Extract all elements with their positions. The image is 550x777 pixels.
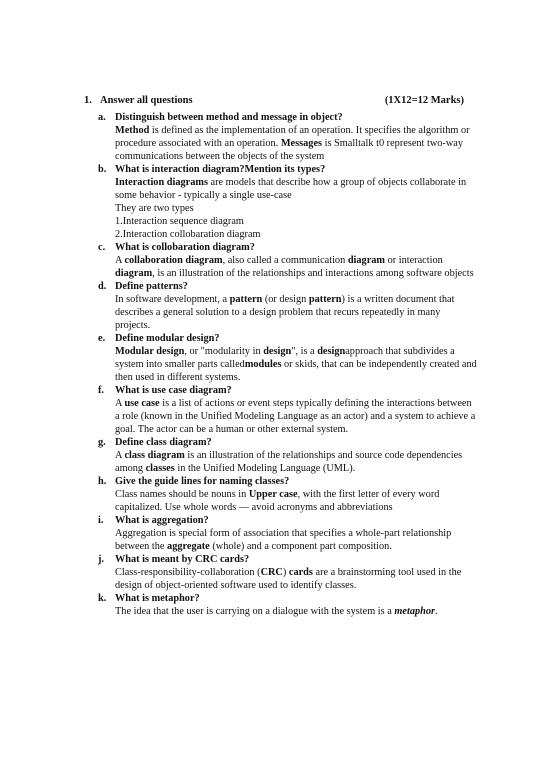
question-item	[98, 475, 478, 514]
answer-text	[98, 254, 478, 280]
answer-text	[98, 449, 478, 475]
answer-text	[98, 345, 478, 384]
answer-run: Class names should be nouns in	[115, 489, 249, 500]
answer-run: or interaction	[385, 255, 443, 266]
section-title: Answer all questions	[100, 95, 193, 106]
question-item	[98, 553, 478, 592]
question-item	[98, 111, 478, 163]
answer-text	[98, 605, 478, 618]
answer-run: A	[115, 255, 125, 266]
question-letter: b.	[98, 164, 107, 175]
question-title: What is metaphor?	[115, 593, 200, 604]
answer-term: class diagram	[124, 450, 185, 461]
answer-term: classes	[145, 463, 175, 474]
answer-run: ", is a	[291, 346, 318, 357]
answer-paragraph	[115, 293, 478, 332]
question-letter: a.	[98, 112, 106, 123]
answer-run: A	[115, 398, 125, 409]
answer-term: Messages	[280, 138, 323, 149]
question-item	[98, 384, 478, 436]
answer-run: are models that describe how a group of objects collaborate in some behavior - typically a single use-case	[115, 177, 467, 201]
answer-run: , with the first letter of every word capitalized. Use whole words — avoid acronyms and abbreviations	[115, 489, 440, 513]
question-title: What is meant by CRC cards?	[115, 554, 250, 565]
answer-term: Interaction diagrams	[115, 177, 208, 188]
answer-run: Aggregation is special form of association that specifies a whole-part relationship between the	[115, 528, 452, 552]
answer-text	[98, 293, 478, 332]
answer-term: Modular design	[115, 346, 185, 357]
answer-term: aggregate	[167, 541, 210, 552]
answer-run: , also called a communication	[222, 255, 348, 266]
answer-text	[98, 566, 478, 592]
answer-run: (or design	[262, 294, 309, 305]
answer-run: is an illustration of the relationships and source code dependencies among	[115, 450, 463, 474]
answer-paragraph	[115, 449, 478, 475]
answer-run: or skids, that can be independently created and then used in different systems.	[115, 359, 477, 383]
answer-run: The idea that the user is carrying on a dialogue with the system is a	[115, 606, 395, 617]
question-item	[98, 241, 478, 280]
answer-run: 2.Interaction collobaration diagram	[115, 229, 261, 240]
answer-run: in the Unified Modeling Language (UML).	[174, 463, 356, 474]
question-letter: f.	[98, 385, 105, 396]
answer-paragraph	[115, 397, 478, 436]
answer-run: ) is a written document that describes a general solution to a design problem that recurs repeatedly in many projects.	[115, 294, 455, 331]
answer-paragraph	[115, 345, 478, 384]
answer-term: design	[263, 346, 292, 357]
answer-run: is a list of actions or event steps typically defining the interactions between a role (known in the Unified Modeling Language as an actor) and a system to achieve a goal. The actor can be a human or other external system.	[115, 398, 476, 435]
section-number: 1.	[84, 95, 92, 106]
question-list	[98, 111, 478, 618]
question-letter: j.	[98, 554, 105, 565]
answer-run: is Smalltalk t0 represent two-way communications between the objects of the system	[115, 138, 464, 162]
question-item	[98, 514, 478, 553]
answer-term: use case	[124, 398, 160, 409]
question-title: What is collobaration diagram?	[115, 242, 255, 253]
answer-term: Method	[115, 125, 150, 136]
answer-text	[98, 397, 478, 436]
answer-term: metaphor	[394, 606, 435, 617]
answer-run: A	[115, 450, 125, 461]
answer-term: diagram	[115, 268, 153, 279]
question-item	[98, 436, 478, 475]
answer-term: CRC	[260, 567, 283, 578]
question-title: What is aggregation?	[115, 515, 209, 526]
question-title: What is interaction diagram?Mention its types?	[115, 164, 326, 175]
answer-text	[98, 124, 478, 163]
answer-run: Class-responsibility-collaboration (	[115, 567, 261, 578]
question-title: Define patterns?	[115, 281, 188, 292]
answer-run: .	[435, 606, 438, 617]
question-letter: e.	[98, 333, 106, 344]
answer-run: approach that subdivides a system into smaller parts called	[115, 346, 455, 370]
section-heading	[84, 94, 464, 108]
answer-term: modules	[244, 359, 282, 370]
question-title: Distinguish between method and message in object?	[115, 112, 343, 123]
answer-paragraph	[115, 228, 478, 241]
question-letter: g.	[98, 437, 106, 448]
answer-term: pattern	[229, 294, 263, 305]
question-letter: k.	[98, 593, 107, 604]
question-letter: d.	[98, 281, 107, 292]
answer-paragraph	[115, 488, 478, 514]
answer-paragraph	[115, 566, 478, 592]
answer-run: )	[282, 567, 289, 578]
answer-term: collaboration diagram	[124, 255, 223, 266]
answer-term: design	[317, 346, 346, 357]
question-item	[98, 332, 478, 384]
question-letter: c.	[98, 242, 106, 253]
question-title: Define modular design?	[115, 333, 220, 344]
answer-paragraph	[115, 527, 478, 553]
answer-run: They are two types	[115, 203, 194, 214]
question-item	[98, 592, 478, 618]
answer-paragraph	[115, 254, 478, 280]
question-item	[98, 280, 478, 332]
question-item	[98, 163, 478, 241]
answer-run: , is an illustration of the relationships and interactions among software objects	[152, 268, 474, 279]
answer-run: , or "modularity in	[184, 346, 264, 357]
answer-term: pattern	[308, 294, 342, 305]
answer-run: are a brainstorming tool used in the design of object-oriented software used to identify classes.	[115, 567, 462, 591]
answer-run: 1.Interaction sequence diagram	[115, 216, 244, 227]
answer-paragraph	[115, 124, 478, 163]
question-title: Give the guide lines for naming classes?	[115, 476, 290, 487]
answer-term: cards	[288, 567, 313, 578]
answer-paragraph	[115, 202, 478, 215]
answer-text	[98, 488, 478, 514]
marks-allocation: (1X12=12 Marks)	[384, 95, 464, 106]
question-letter: i.	[98, 515, 104, 526]
question-title: What is use case diagram?	[115, 385, 232, 396]
answer-paragraph	[115, 215, 478, 228]
answer-run: (whole) and a component part composition.	[209, 541, 392, 552]
answer-paragraph	[115, 605, 478, 618]
answer-run: In software development, a	[115, 294, 230, 305]
answer-run: is defined as the implementation of an operation. It specifies the algorithm or procedure associated with an operation.	[115, 125, 470, 149]
question-title: Define class diagram?	[115, 437, 212, 448]
answer-term: Upper case	[248, 489, 298, 500]
answer-term: diagram	[347, 255, 385, 266]
answer-text	[98, 527, 478, 553]
answer-text	[98, 176, 478, 241]
question-letter: h.	[98, 476, 107, 487]
answer-paragraph	[115, 176, 478, 202]
